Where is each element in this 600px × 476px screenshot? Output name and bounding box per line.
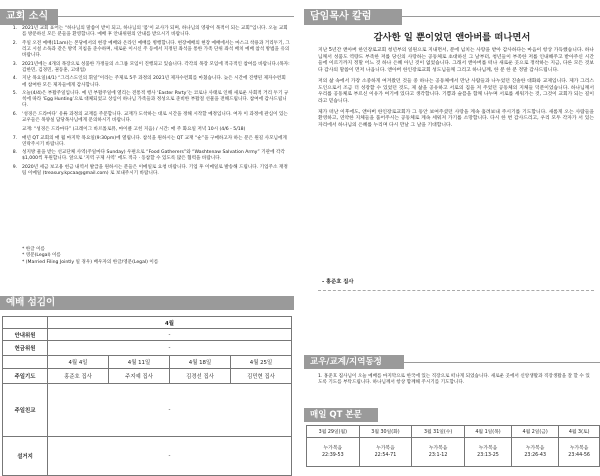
worship-roster-table — [2, 316, 292, 476]
qt-book: 누가복음 — [376, 446, 395, 451]
list-item: 1. 홍준호 집사님이 오늘 예배를 마지막으로 한국에 있는 직장으로 떠나게 되었습니다. 새로운 곳에서 신앙생활과 직장생활을 잘 할 수 있도록 기도를 부탁드립니다. 하나님께서 항상 함께해 주시기를 기도합니다. — [318, 374, 590, 386]
date-header: 4월 4일 — [48, 356, 109, 369]
column-paragraph: 저의 삶 속에서 가장 소중하게 여겨왔던 것들 중 하나는 공동체에서 만난 사람들과 나누었던 진솔한 대화와 교제입니다. 제가 그리스도인으로서 조금 더 성장할 수 있었던 것도, 제 삶을 공유하고 서로의 짐을 져 주었던 공동체의 지체들 덕분이었습니다. 하나님께서 우리를 공동체로 부르신 이유가 여기에 있다고 생각합니다. 기쁨과 슬픔을 함께 나누며 서로를 세워가는 것, 그것이 교회가 되는 길이라고 믿습니다. — [318, 78, 594, 104]
table-row — [3, 329, 292, 341]
fraternity-header-rule — [404, 362, 600, 363]
fraternity-section-header: 교우/교계/지역동정 — [304, 355, 404, 369]
qt-book: 누가복음 — [569, 446, 589, 451]
table-row — [3, 437, 292, 476]
list-item: 5. 오늘(4/4)은 부활주일입니다. 예 년 부활주일에 열리는 전통적 행사 ‘Easter Party’는 코로나 사태로 인해 새로운 사회적 거리 두기 규칙에 따라 ‘Egg Hunting’으로 대체되었고 상심이 하나님 가족들과 정성으로 준비한 부활절 선물을 전해드립니다. 참여에 감사드립니다. — [12, 91, 289, 109]
table-cell: - — [48, 384, 292, 437]
row-label: 주일기도 — [3, 369, 48, 384]
tax-request-notes — [22, 247, 282, 266]
left-column — [0, 0, 294, 469]
column-paragraph: 제가 떠난 이후에도, 앤아버 한인장로교회가 그 동안 보여주셨던 사랑을 계속 흘려보내 주시기를 기도합니다. 새롭게 오는 사람들을 환영하고, 연약한 지체들을 품어주시는 공동체로 계속 세워져 가기를 소망합니다. 다시 한 번 감사드리고, 우리 모두 각자가 서 있는 자리에서 하나님의 은혜를 누리며 다시 만날 그 날을 기대합니다. — [318, 109, 594, 129]
table-cell: 주지예 집사 — [109, 369, 170, 384]
table-row — [3, 341, 292, 356]
qt-section-header: 매일 QT 본문 — [304, 408, 378, 422]
notice-header-rule — [58, 16, 294, 17]
date-header: 4월 25일 — [231, 356, 292, 369]
worship-section-header: 예배 섬김이 — [0, 296, 294, 310]
qt-day: 4월 2일(금) — [512, 426, 559, 438]
column-header-rule — [402, 16, 600, 17]
qt-book: 누가복음 — [323, 446, 343, 451]
table-cell: - — [48, 437, 292, 476]
row-label: 헌금위원 — [3, 341, 48, 356]
list-item: 1. 2021년 교회 표어는 “하나님의 말씀이 받이 되고, 하나님의 '몸'이 교사가 되며, 하나님의 영광이 목적이 되는 교회”입니다. 오늘 교회를 방문하신 모든 분들을 환영합니다. 예배 후 안내위원의 안내를 받으시기 바랍니다. — [12, 26, 288, 38]
notice-list — [8, 26, 290, 180]
qt-day: 3월 29일(월) — [307, 426, 360, 438]
table-cell: 김경선 집사 — [170, 369, 231, 384]
table-row — [307, 426, 600, 438]
table-cell: 김민현 집사 — [231, 369, 292, 384]
list-item: 7. 매년 QT 교회의 매 월 마지막 목요일(9:30pm)에 열립니다. 참석을 원하시는 QT 교재 “순”을 구매하고자 하는 분은 원길 사모님에게 연락주시기 바랍니다. — [12, 135, 287, 147]
qt-book: 누가복음 — [478, 446, 498, 451]
list-item: 3. 2021년에는 4개의 목장으로 성품한 가정들의 소그룹 모임이 진행되고 있습니다. 각각의 목장 모임에 적극적인 참여를 바랍니다.(목자: 김한민, 김경민, 권동훈, 고대업) — [12, 61, 290, 73]
column-body — [318, 48, 594, 134]
qt-reading — [464, 438, 511, 467]
qt-reading — [359, 438, 412, 467]
qt-verses: 22:39-53 — [321, 453, 344, 458]
fraternity-news — [318, 374, 594, 386]
qt-book: 누가복음 — [525, 446, 545, 451]
qt-verses: 22:54-71 — [374, 453, 397, 458]
list-item: 2. 주일 오전 예배(11am)는 본당에서의 현장 예배와 온라인 예배를 병행합니다. 현장예배의 현장 예배에서는 마스크 착용과 거리두기, 그리고 시설 소독과 같은 방역 지침을 준수하며, 새로운 이시신 주 등에서 지정된 좌석을 통한 가족 단위 좌석 배치 예배 참석 방법을 유의바랍니다. — [12, 40, 290, 58]
note-line: * 영문(Legal) 이름 — [22, 253, 61, 259]
qt-verses: 23:1-12 — [428, 453, 448, 458]
table-cell: - — [48, 341, 292, 356]
table-cell: 홍준호 집사 — [48, 369, 109, 384]
qt-day: 3월 30일(화) — [359, 426, 412, 438]
date-header: 4월 11일 — [109, 356, 170, 369]
qt-reading — [559, 438, 600, 467]
list-item: 4. 지난 목요일(4/1) “그리스도인의 휘일”이라는 주제로 5주 과정의 2021년 제자수련회를 마쳤습니다. 늦은 시간에 진행된 제자수련회에 참여한 모든 제자들에게 감사합니다. — [12, 76, 286, 88]
note-line: * 한글 이름 — [22, 247, 45, 252]
qt-book: 누가복음 — [428, 446, 448, 451]
qt-reading — [307, 438, 360, 467]
qt-day: 4월 3(토) — [559, 426, 600, 438]
table-cell — [3, 356, 48, 369]
qt-table — [306, 425, 600, 467]
note-line: * (Married Filing Jointly 일 경우) 배우자의 한글/영문(Legal) 이름 — [22, 259, 159, 265]
table-row — [3, 356, 292, 369]
qt-verses: 23:26-43 — [524, 453, 547, 458]
column-paragraph: 지난 5년간 앤아버 한인장로교회 청년부의 일원으로 지내면서, 분에 넘치는 사랑을 받아 감사하다는 마음이 항상 가득했습니다. 하나님께서 성품도 역량도 부족한 저를 당신의 사랑하는 공동체로 초대하신 그 날부터, 청년들이 부족한 저를 인내해주고 받아주신 시간들에 이르기까지 정말 어느 것 하나 은혜 아닌 것이 없었습니다. 그래서 앤아버를 떠나 새로운 곳으로 정착하는 지금, 다른 모든 것보다 감사의 말씀이 먼저 나옵니다. 앤아버 한인장로교회 성도님들께 그리고 하나님께, 한 분 한 분 정말 감사드립니다. — [318, 48, 594, 74]
table-row — [3, 369, 292, 384]
qt-day: 3월 31일(수) — [412, 426, 465, 438]
right-column — [304, 0, 600, 469]
table-cell — [3, 317, 48, 329]
list-item: 8. 성지방 물을 받는 선교단체 사역(주일마다 Sunday) 우편으로 “Food Gatherers”와 “Washtenaw Salvation Army” 기관에 각각 $1,000씩 후원합니다. 앞으로 ‘지역 구제 사역’ 에도 적극 · 동참할 수 있도록 많은 협력을 바랍니다. — [12, 150, 285, 162]
qt-day: 4월 1일(목) — [464, 426, 511, 438]
table-row — [307, 438, 600, 467]
row-label: 설거지 — [3, 437, 48, 476]
table-row — [3, 317, 292, 329]
qt-reading — [412, 438, 465, 467]
month-header: 4월 — [48, 317, 292, 329]
table-cell: - — [48, 329, 292, 341]
column-divider — [318, 290, 594, 291]
list-item: 9. 2020년 세금 보고용 헌금 내역서 발급을 원하시는 분들은 이메일로 요청 바랍니다. 기업 후 이메일로 발송해 드립니다. 기업주소 재정팀 이메일 (treasury.kpcaa@gmail.com) 로 보내주시기 바랍니다. — [12, 165, 288, 177]
row-label: 안내위원 — [3, 329, 48, 341]
column-title: 감사한 일 뿐이었던 앤아버를 떠나면서 — [373, 32, 531, 43]
qt-reading — [512, 438, 559, 467]
notice-section-header: 교회 소식 — [0, 9, 58, 25]
qt-verses: 23:13-25 — [477, 453, 499, 458]
list-item: 교재: “성경은 드라마다” (크레이그 바르톨로뮤, 마이클 고힌 지음) / 시간: 매 주 화요일 저녁 10시 (4/6 - 5/18) — [22, 126, 246, 132]
row-label: 주일친교 — [3, 384, 48, 437]
column-signature: - 홍준호 집사 — [322, 279, 354, 285]
table-row — [3, 384, 292, 437]
qt-verses: 23:44-56 — [568, 453, 590, 458]
date-header: 4월 18일 — [170, 356, 231, 369]
list-item: 6. ‘성경은 드라마다’ 유튜 과정의 교재를 주문합니다. 교재가 도착하는 대로 시간을 정해 시작할 예정입니다. 여자 이 과정에 관심이 있는 교우들은 목양실 담당목사님에게 문의하시기 바랍니다. — [12, 112, 288, 124]
column-section-header: 담임목사 칼럼 — [304, 9, 402, 25]
